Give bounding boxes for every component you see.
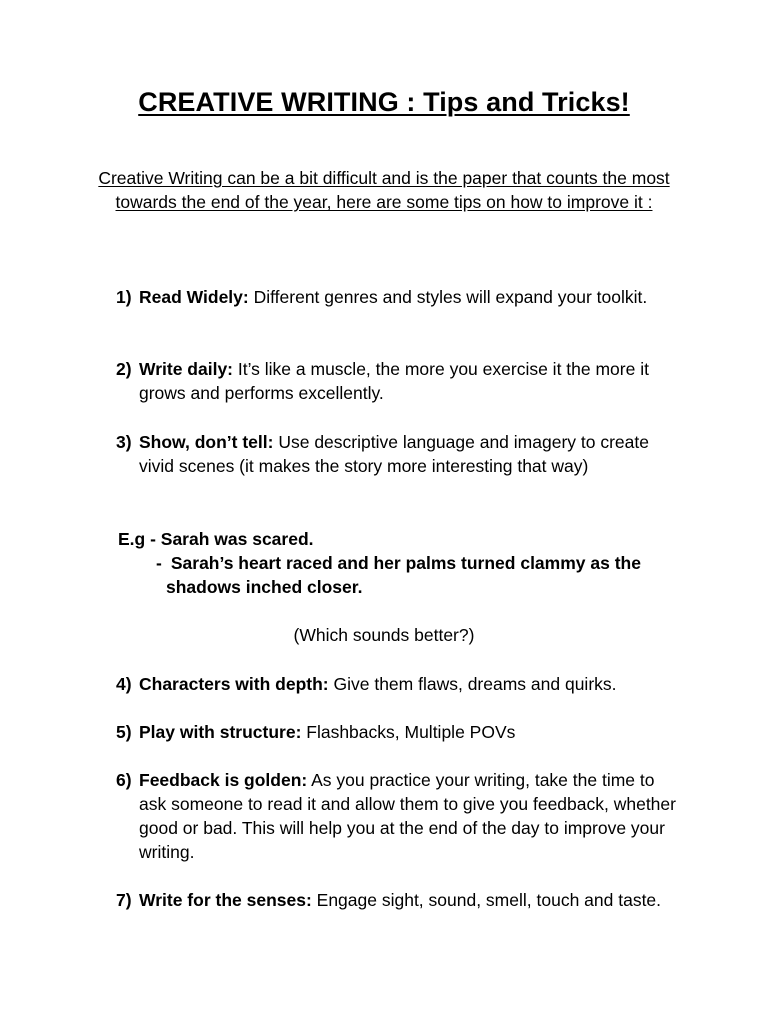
tip-heading: Write daily: (139, 359, 234, 379)
tip-number: 1) (116, 287, 132, 307)
example-line-2-text: Sarah’s heart raced and her palms turned clammy as the shadows inched closer. (166, 553, 641, 597)
intro-paragraph: Creative Writing can be a bit difficult and is the paper that counts the most towards the end of the year, here are some tips on how to improve it : (98, 168, 670, 212)
tip-text: Flashbacks, Multiple POVs (301, 722, 516, 742)
example-dash: - (156, 553, 162, 573)
tip-text: Engage sight, sound, smell, touch and taste. (311, 890, 662, 910)
tip-number: 5) (116, 722, 132, 742)
tip-text: Different genres and styles will expand your toolkit. (248, 287, 648, 307)
tip-number: 7) (116, 890, 132, 910)
example-line-2 (118, 551, 678, 599)
tip-text: Use descriptive language and imagery to create vivid scenes (it makes the story more interesting that way) (139, 432, 649, 476)
tip-item-4 (116, 672, 676, 696)
tip-item-6 (116, 768, 676, 864)
tip-item-2 (116, 357, 676, 405)
example-line-1: E.g - Sarah was scared. (118, 529, 314, 549)
tip-number: 4) (116, 674, 132, 694)
tip-item-7 (116, 888, 676, 912)
example-block (118, 527, 678, 599)
tip-heading: Show, don’t tell: (139, 432, 274, 452)
tip-heading: Read Widely: (139, 287, 249, 307)
tip-item-5 (116, 720, 676, 744)
tip-heading: Write for the senses: (139, 890, 312, 910)
page-title: CREATIVE WRITING : Tips and Tricks! (138, 87, 630, 117)
tip-item-1 (116, 285, 676, 309)
tip-number: 3) (116, 432, 132, 452)
tip-heading: Characters with depth: (139, 674, 329, 694)
example-question: (Which sounds better?) (293, 625, 475, 645)
tip-heading: Feedback is golden: (139, 770, 308, 790)
tip-number: 6) (116, 770, 132, 790)
tip-text: It’s like a muscle, the more you exercise it the more it grows and performs excellently. (139, 359, 649, 403)
tip-number: 2) (116, 359, 132, 379)
tip-item-3 (116, 430, 676, 478)
tip-text: As you practice your writing, take the time to ask someone to read it and allow them to give you feedback, whether good or bad. This will help you at the end of the day to improve your writing. (139, 770, 676, 862)
tip-text: Give them flaws, dreams and quirks. (328, 674, 617, 694)
tip-heading: Play with structure: (139, 722, 302, 742)
